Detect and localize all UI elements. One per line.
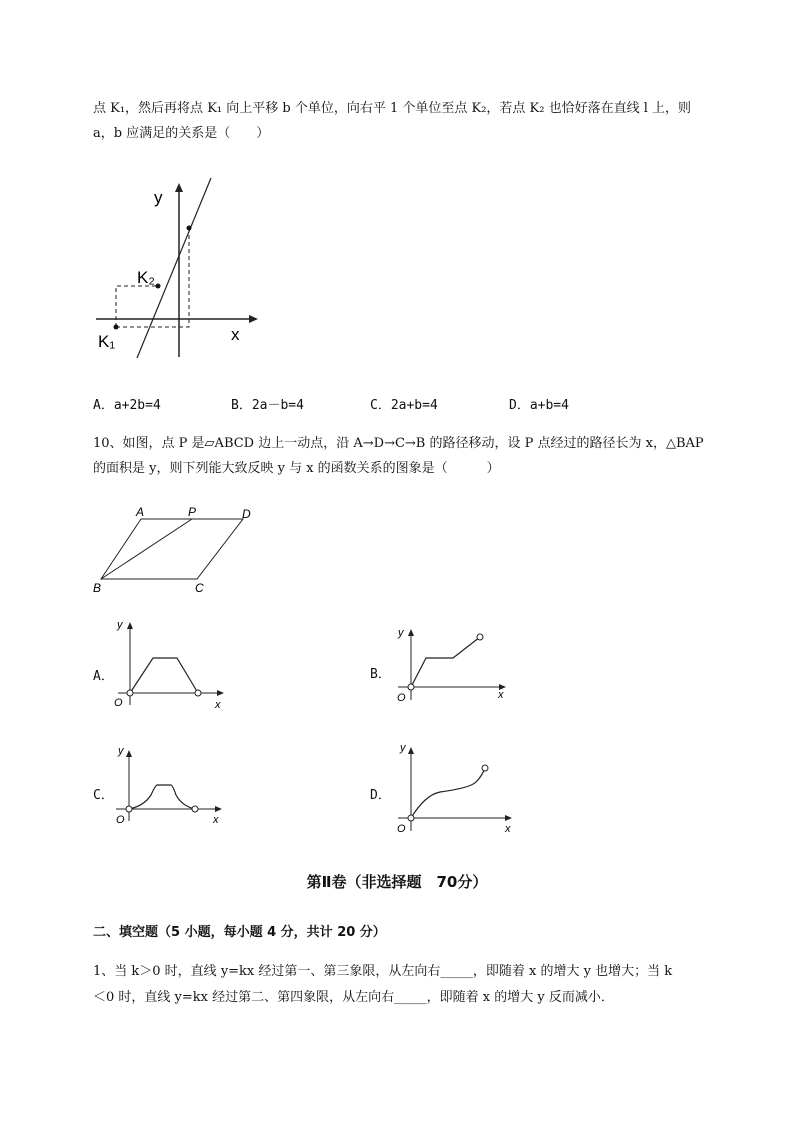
q10-option-d-label: D． [370,788,391,803]
q10-label-b: B [93,581,102,595]
graph-d-origin: O [397,823,406,835]
q9-k1-label: K₁ [98,332,116,351]
q9-option-b: B．2a－b=4 [231,398,304,413]
q9-option-a: A．a+2b=4 [93,398,161,413]
graph-c-y-label: y [118,745,124,757]
fill1-text-line1: 1、当 k＞0 时，直线 y=kx 经过第一、第三象限，从左向右_____，即随着 x 的增大 y 也增大；当 k [93,964,673,979]
q10-text-line1: 10、如图，点 P 是▱ABCD 边上一动点，沿 A→D→C→B 的路径移动，设 P 点经过的路径长为 x，△BAP [93,436,704,451]
graph-b-origin: O [397,692,406,704]
q10-label-a: A [136,505,145,519]
q9-option-d: D．a+b=4 [509,398,569,413]
q10-option-c-label: C． [93,788,114,803]
graph-b-y-label: y [398,627,404,639]
q10-label-p: P [188,505,197,519]
section-title: 第Ⅱ卷（非选择题 70分） [306,873,488,891]
q10-option-b-label: B． [370,667,391,682]
q9-text-line1: 点 K₁，然后再将点 K₁ 向上平移 b 个单位，向右平 1 个单位至点 K₂，若点 K₂ 也恰好落在直线 l 上，则 [93,101,692,116]
graph-c [116,745,222,826]
graph-c-x-label: x [213,814,219,826]
graph-a-y-label: y [117,619,123,631]
graph-b-x-label: x [498,689,504,701]
q10-label-c: C [195,581,204,595]
q10-option-a-label: A． [93,669,114,684]
graph-c-curve [129,785,195,809]
graph-a-x-label: x [215,699,221,711]
section-subtitle: 二、填空题（5 小题，每小题 4 分，共计 20 分） [93,925,386,940]
graph-c-origin: O [116,814,125,826]
graph-d-curve [411,768,485,818]
graph-a-origin: O [114,697,123,709]
q9-option-c: C．2a+b=4 [370,398,438,413]
graph-d-x-label: x [505,823,511,835]
graph-d-y-label: y [400,742,406,754]
graph-b [397,627,506,704]
graph-a [114,619,224,711]
graph-d [397,742,512,835]
q10-text-line2: 的面积是 y，则下列能大致反映 y 与 x 的函数关系的图象是（ ） [93,461,500,476]
q9-k2-label: K₂ [137,268,155,287]
graph-a-curve [130,658,198,693]
q9-text-line2: a，b 应满足的关系是（ ） [93,126,270,141]
fill1-text-line2: ＜0 时，直线 y=kx 经过第二、第四象限，从左向右_____，即随着 x 的增大 y 反而减小． [93,990,614,1005]
graph-b-curve [411,637,480,687]
q9-y-label: y [154,188,163,207]
q9-x-label: x [231,325,240,344]
q10-label-d: D [242,507,251,521]
